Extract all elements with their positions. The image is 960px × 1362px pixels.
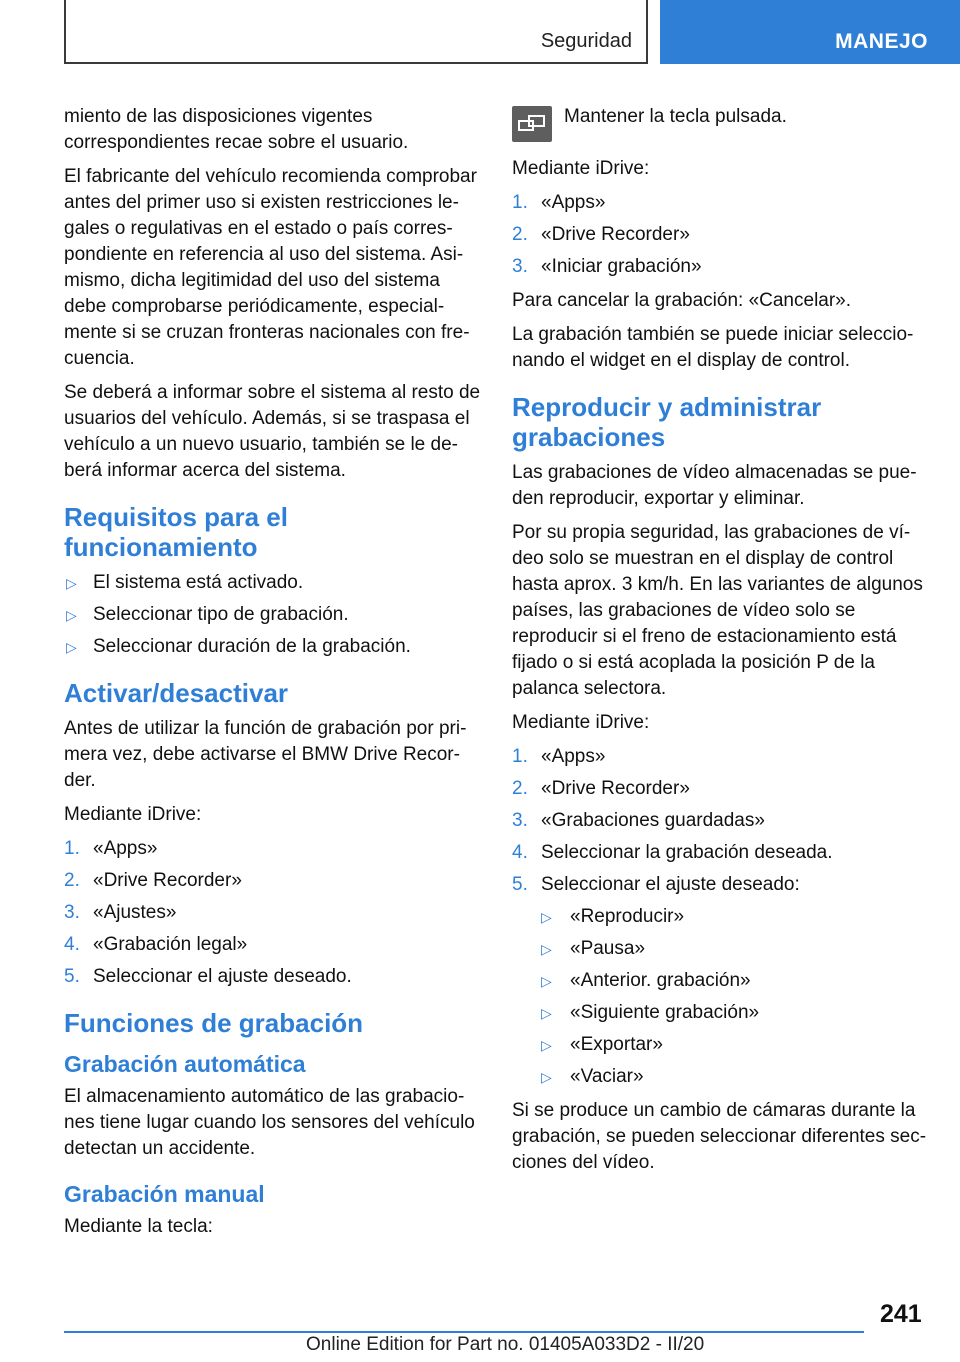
- camera-record-key-icon: [512, 106, 552, 142]
- header-section-box: [64, 0, 648, 64]
- list-item: ▷ «Anterior. grabación»: [541, 968, 932, 994]
- list-item: ▷ «Exportar»: [541, 1032, 932, 1058]
- requirements-list: [64, 570, 482, 660]
- list-item: 1. «Apps»: [512, 192, 606, 213]
- list-item: 2. «Drive Recorder»: [512, 224, 690, 245]
- heading-grabacion-manual: Grabación manual: [64, 1181, 265, 1207]
- triangle-bullet-icon: ▷: [541, 941, 552, 957]
- heading-grabacion-automatica: Grabación automática: [64, 1051, 306, 1077]
- paragraph: La grabación también se puede iniciar seleccionando el widget en el display de control.: [512, 324, 914, 371]
- paragraph: El fabricante del vehículo recomienda comprobar antes del primer uso si existen restricciones legales o regulativas en el estado o país correspondiente en referencia al uso del sistema. Asimismo, dicha legitimidad del uso del sistema debe comprobarse periódicamente, especialmente si se cruzan fronteras nacionales con frecuencia.: [64, 166, 477, 369]
- paragraph: Mediante la tecla:: [64, 1216, 213, 1237]
- triangle-bullet-icon: ▷: [66, 575, 77, 591]
- list-item: ▷ El sistema está activado.: [64, 570, 482, 596]
- triangle-bullet-icon: ▷: [66, 639, 77, 655]
- triangle-bullet-icon: ▷: [541, 909, 552, 925]
- footer-edition: Online Edition for Part no. 01405A033D2 - II/20: [306, 1334, 705, 1355]
- list-item: 5. Seleccionar el ajuste deseado: ▷ «Reproducir» ▷ «Pausa» ▷ «Anterior. grabación» ▷ «Siguiente grabación» ▷ «Exportar» ▷ «Vaciar»: [512, 872, 932, 1090]
- right-column: [512, 104, 932, 1184]
- list-item: 2. «Drive Recorder»: [512, 778, 690, 799]
- paragraph: Las grabaciones de vídeo almacenadas se pueden reproducir, exportar y eliminar.: [512, 462, 917, 509]
- list-item: 4. Seleccionar la grabación deseada.: [512, 842, 833, 863]
- triangle-bullet-icon: ▷: [541, 1037, 552, 1053]
- page-number: 241: [880, 1300, 922, 1328]
- activation-steps: [64, 836, 482, 990]
- paragraph: miento de las disposiciones vigentes correspondientes recae sobre el usuario.: [64, 106, 409, 153]
- key-text: Mantener la tecla pulsada.: [564, 106, 787, 127]
- list-item: ▷ «Vaciar»: [541, 1064, 932, 1090]
- list-item: 5. Seleccionar el ajuste deseado.: [64, 966, 352, 987]
- heading-requisitos: Requisitos para el funcionamiento: [64, 502, 288, 562]
- triangle-bullet-icon: ▷: [541, 1069, 552, 1085]
- triangle-bullet-icon: ▷: [66, 607, 77, 623]
- list-item: 3. «Ajustes»: [64, 902, 177, 923]
- paragraph: Si se produce un cambio de cámaras durante la grabación, se pueden seleccionar diferentes secciones del vídeo.: [512, 1100, 927, 1173]
- list-item: 2. «Drive Recorder»: [64, 870, 242, 891]
- paragraph: Mediante iDrive:: [512, 712, 650, 733]
- triangle-bullet-icon: ▷: [541, 1005, 552, 1021]
- triangle-bullet-icon: ▷: [541, 973, 552, 989]
- recording-steps: [512, 190, 932, 280]
- paragraph: Antes de utilizar la función de grabación por primera vez, debe activarse el BMW Drive Recorder.: [64, 718, 467, 791]
- header-section-title: Seguridad: [540, 30, 632, 52]
- footer-divider: [64, 1331, 864, 1333]
- list-item: ▷ «Pausa»: [541, 936, 932, 962]
- list-item: ▷ «Reproducir»: [541, 904, 932, 930]
- playback-options: [541, 904, 932, 1090]
- list-item: ▷ «Siguiente grabación»: [541, 1000, 932, 1026]
- heading-reproducir: Reproducir y administrar grabaciones: [512, 392, 822, 452]
- heading-activar: Activar/desactivar: [64, 678, 289, 708]
- paragraph: El almacenamiento automático de las grabaciones tiene lugar cuando los sensores del vehículo detectan un accidente.: [64, 1086, 475, 1159]
- list-item: 3. «Grabaciones guardadas»: [512, 810, 765, 831]
- paragraph: Para cancelar la grabación: «Cancelar».: [512, 290, 852, 311]
- list-item: ▷ Seleccionar tipo de grabación.: [64, 602, 482, 628]
- paragraph: Se deberá a informar sobre el sistema al resto de usuarios del vehículo. Además, si se traspasa el vehículo a un nuevo usuario, también se le deberá informar acerca del sistema.: [64, 382, 481, 481]
- playback-steps: [512, 744, 932, 1090]
- key-instruction: [512, 104, 932, 142]
- paragraph: Mediante iDrive:: [64, 804, 202, 825]
- list-item: 3. «Iniciar grabación»: [512, 256, 702, 277]
- paragraph: Mediante iDrive:: [512, 158, 650, 179]
- list-item: ▷ Seleccionar duración de la grabación.: [64, 634, 482, 660]
- list-item: 1. «Apps»: [512, 746, 606, 767]
- list-item: 4. «Grabación legal»: [64, 934, 248, 955]
- left-column: [64, 104, 482, 1248]
- header-chapter-tab: [660, 0, 960, 64]
- paragraph: Por su propia seguridad, las grabaciones de vídeo solo se muestran en el display de control hasta aprox. 3 km/h. En las variantes de algunos países, las grabaciones de vídeo solo se reproducir si el freno de estacionamiento está fijado o si está acoplada la posición P de la palanca selectora.: [512, 522, 923, 699]
- header-chapter-title: MANEJO: [835, 30, 928, 53]
- list-item: 1. «Apps»: [64, 838, 158, 859]
- heading-funciones: Funciones de grabación: [64, 1008, 364, 1038]
